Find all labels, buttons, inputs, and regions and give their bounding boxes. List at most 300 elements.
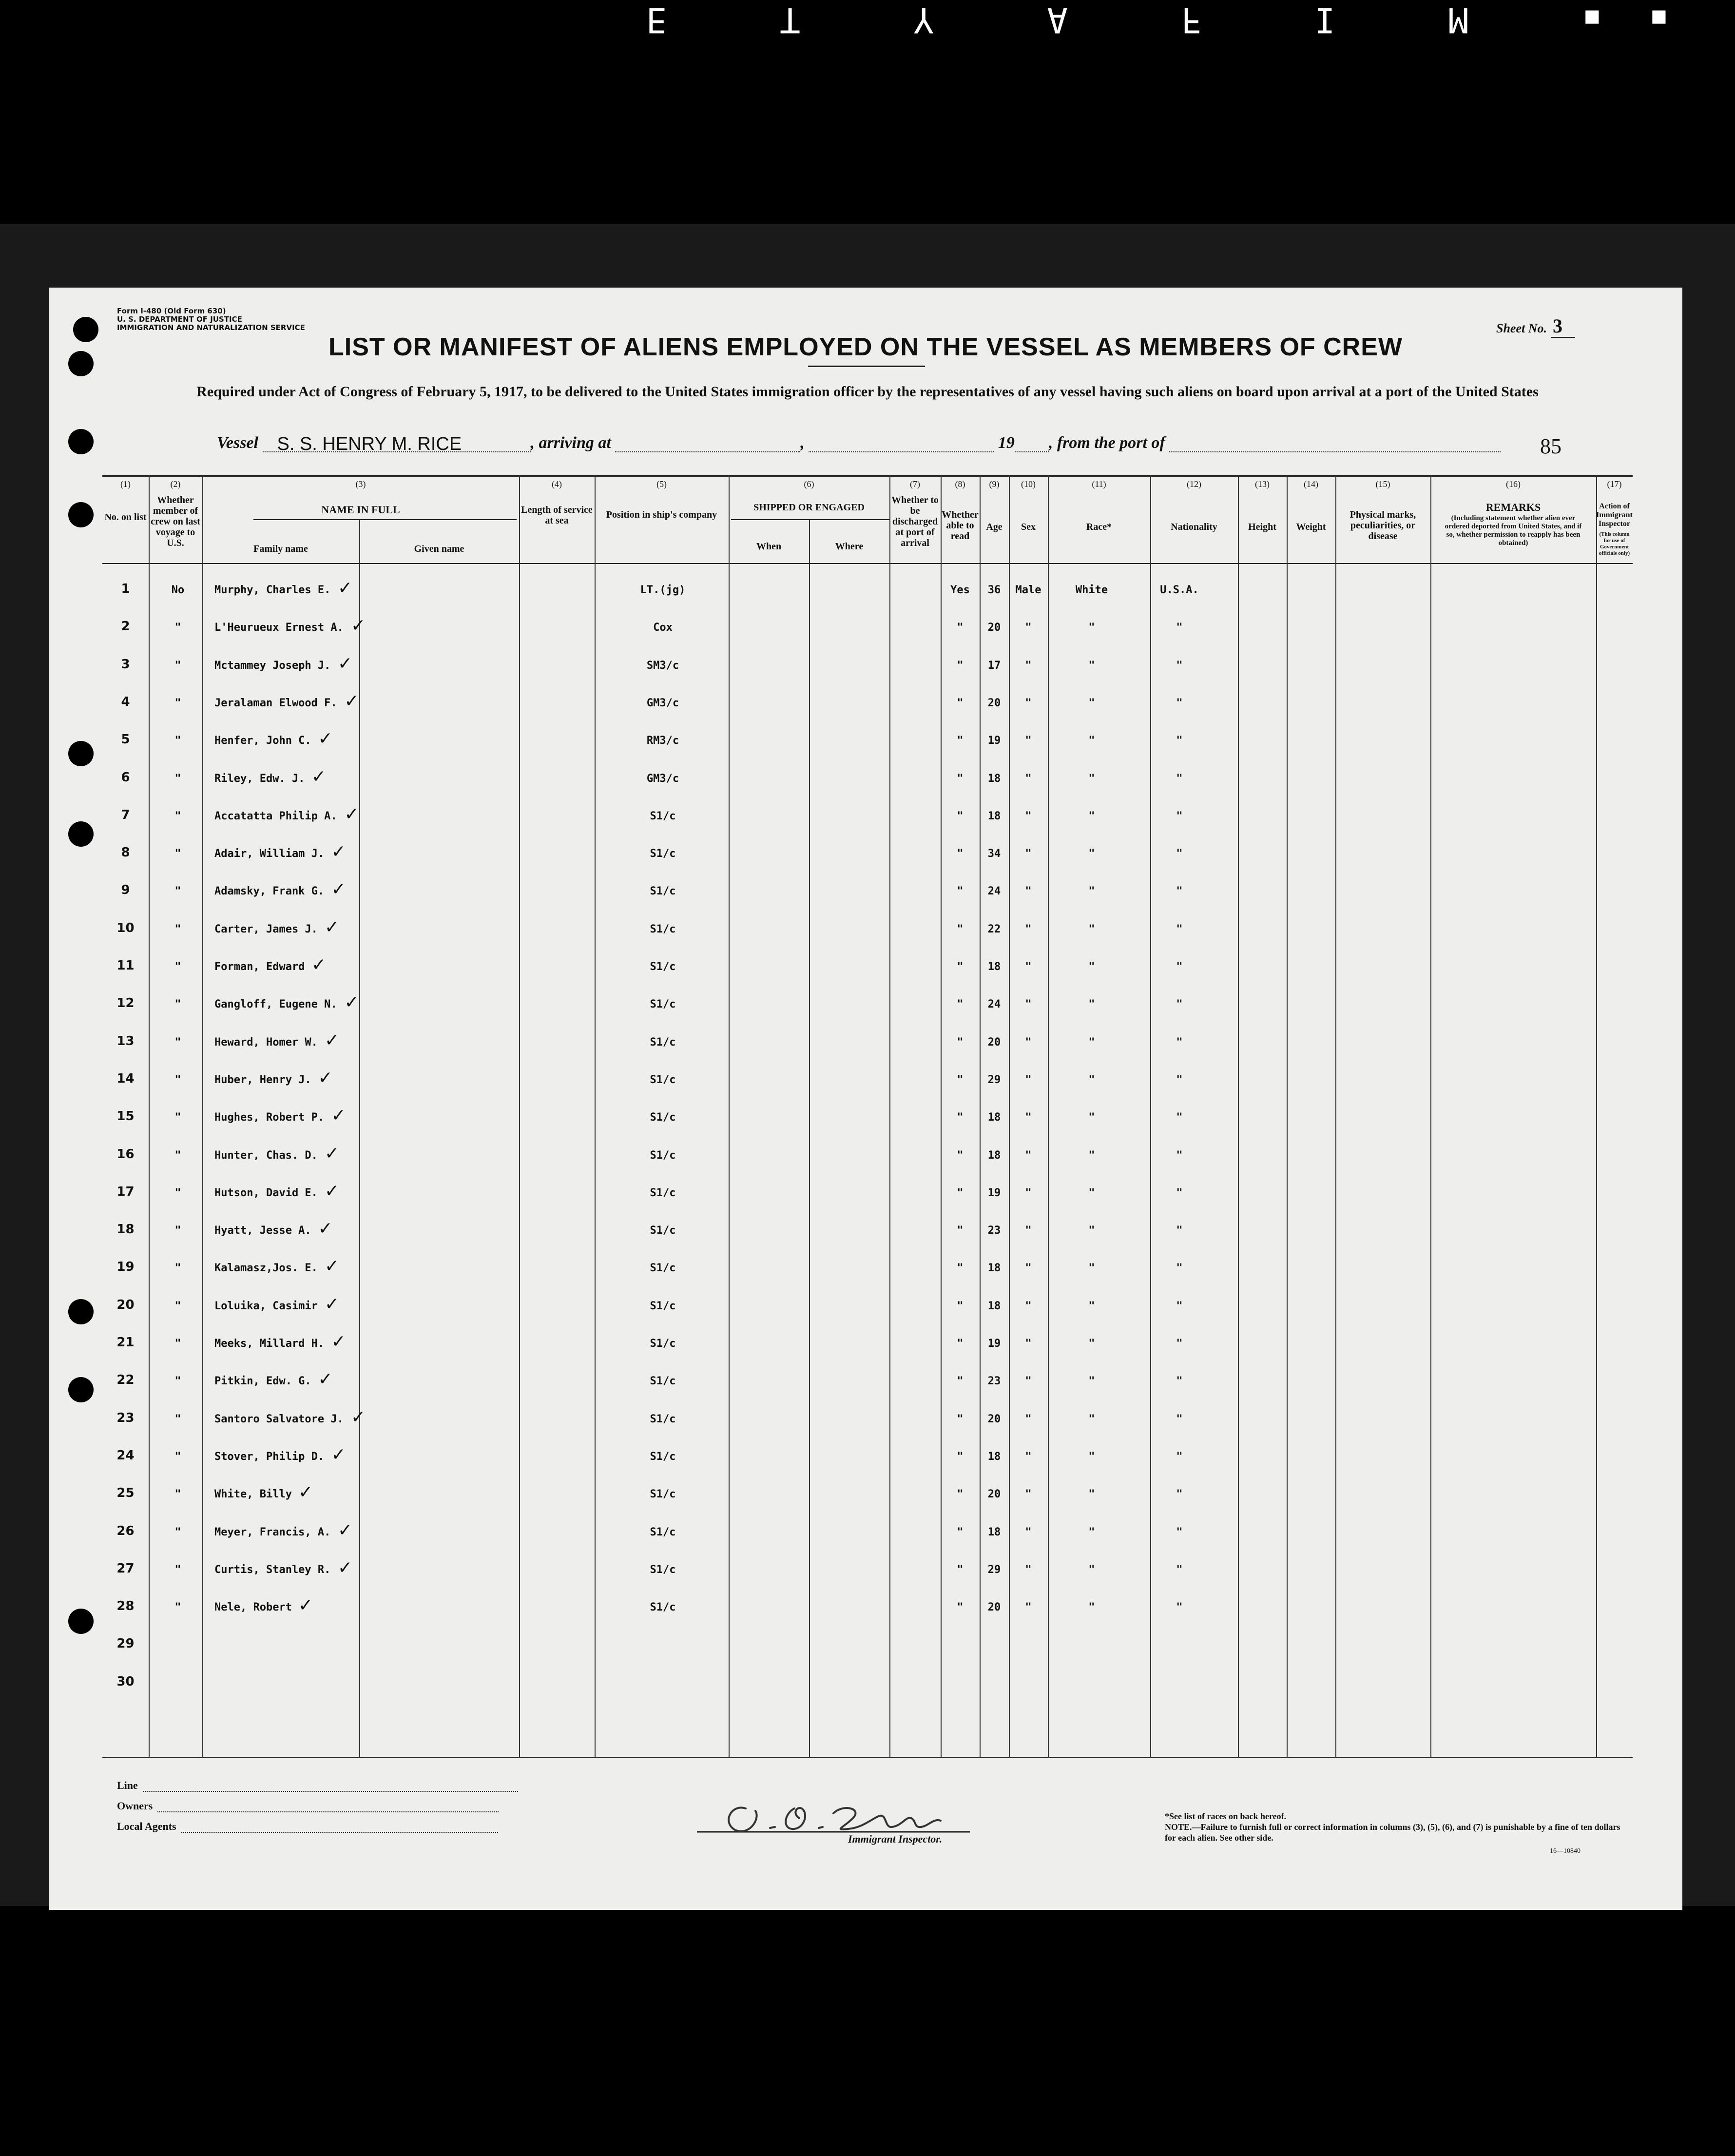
name-cell: Hughes, Robert P.	[214, 1111, 325, 1124]
position-cell: S1/c	[650, 1375, 676, 1388]
nationality-cell: "	[1176, 1262, 1183, 1275]
age-cell: 19	[987, 735, 1001, 747]
sex-cell: "	[1025, 1526, 1032, 1538]
read-cell: "	[957, 1375, 964, 1388]
nationality-cell: "	[1176, 1563, 1183, 1576]
race-cell: "	[1088, 735, 1095, 747]
table-row	[102, 1243, 1633, 1281]
sex-cell: "	[1025, 1111, 1032, 1124]
page-subtitle: Required under Act of Congress of February 5, 1917, to be delivered to the United States immigration officer by the representatives of any vessel having such aliens on board upon arrival at a port of the United States	[196, 384, 1539, 400]
sheet-number: Sheet No. 3	[1496, 314, 1575, 337]
name-cell: Adamsky, Frank G.	[214, 885, 325, 898]
title-underline	[808, 366, 925, 367]
sex-cell: "	[1025, 848, 1032, 860]
race-cell: "	[1088, 1563, 1095, 1576]
member-cell: "	[174, 1300, 181, 1312]
checkmark-icon: ✓	[325, 1294, 340, 1314]
name-cell: Meyer, Francis, A.	[214, 1526, 331, 1538]
position-cell: RM3/c	[646, 735, 679, 747]
age-cell: 17	[987, 659, 1001, 672]
sex-cell: "	[1025, 1488, 1032, 1501]
row-number: 20	[116, 1297, 135, 1312]
position-cell: S1/c	[650, 1073, 676, 1086]
inspector-label: Immigrant Inspector.	[848, 1833, 943, 1845]
age-cell: 18	[987, 961, 1001, 973]
table-row	[102, 754, 1633, 792]
member-cell: "	[174, 659, 181, 672]
race-cell: "	[1088, 1224, 1095, 1237]
age-cell: 22	[987, 923, 1001, 935]
header-no-on-list: No. on list	[104, 512, 147, 523]
footer-fields	[117, 1779, 518, 1841]
read-cell: "	[957, 772, 964, 785]
age-cell: 20	[987, 697, 1001, 709]
row-number: 27	[116, 1561, 135, 1576]
checkmark-icon: ✓	[318, 1219, 333, 1239]
table-row	[102, 792, 1633, 829]
age-cell: 29	[987, 1563, 1001, 1576]
race-cell: White	[1075, 584, 1108, 596]
age-cell: 34	[987, 848, 1001, 860]
nationality-cell: "	[1176, 1413, 1183, 1425]
position-cell: SM3/c	[646, 659, 679, 672]
table-row	[102, 1319, 1633, 1357]
nationality-cell: "	[1176, 961, 1183, 973]
position-cell: S1/c	[650, 1262, 676, 1275]
name-cell: Pitkin, Edw. G.	[214, 1375, 311, 1388]
header-discharged: Whether to be discharged at port of arrival	[891, 495, 939, 548]
position-cell: S1/c	[650, 1111, 676, 1124]
year-field	[1015, 434, 1049, 452]
nationality-cell: "	[1176, 1300, 1183, 1312]
table-row	[102, 1131, 1633, 1168]
nationality-cell: "	[1176, 1224, 1183, 1237]
checkmark-icon: ✓	[331, 1332, 346, 1352]
age-cell: 36	[987, 584, 1001, 596]
read-cell: "	[957, 1338, 964, 1350]
row-number: 13	[116, 1033, 135, 1049]
race-cell: "	[1088, 885, 1095, 898]
checkmark-icon: ✓	[298, 1595, 313, 1616]
header-bottom-rule	[102, 563, 1633, 564]
age-cell: 20	[987, 1601, 1001, 1614]
nationality-cell: "	[1176, 1073, 1183, 1086]
table-row	[102, 1545, 1633, 1583]
checkmark-icon: ✓	[351, 616, 366, 636]
arriving-field	[615, 434, 800, 452]
age-cell: 18	[987, 1149, 1001, 1162]
member-cell: "	[174, 923, 181, 935]
manifest-sheet	[49, 288, 1682, 1910]
row-number: 18	[116, 1222, 135, 1237]
agents-label: Local Agents	[117, 1820, 176, 1832]
read-cell: "	[957, 1262, 964, 1275]
sex-cell: "	[1025, 1073, 1032, 1086]
film-border-bottom	[0, 1906, 1735, 2156]
nationality-cell: "	[1176, 1526, 1183, 1538]
nationality-cell: "	[1176, 1111, 1183, 1124]
age-cell: 18	[987, 1450, 1001, 1463]
sex-cell: "	[1025, 1300, 1032, 1312]
row-number: 10	[116, 920, 135, 935]
sex-cell: "	[1025, 772, 1032, 785]
table-row	[102, 1055, 1633, 1093]
row-number: 8	[121, 845, 130, 860]
table-row	[102, 1018, 1633, 1055]
nationality-cell: "	[1176, 772, 1183, 785]
checkmark-icon: ✓	[325, 1030, 340, 1050]
row-number: 4	[121, 694, 130, 709]
name-cell: Hutson, David E.	[214, 1186, 318, 1199]
department: U. S. DEPARTMENT OF JUSTICE	[117, 315, 242, 324]
sex-cell: "	[1025, 810, 1032, 822]
position-cell: S1/c	[650, 923, 676, 935]
page-number: 85	[1540, 434, 1562, 458]
position-cell: S1/c	[650, 1488, 676, 1501]
position-cell: S1/c	[650, 1149, 676, 1162]
position-cell: S1/c	[650, 1186, 676, 1199]
race-cell: "	[1088, 1262, 1095, 1275]
race-cell: "	[1088, 1375, 1095, 1388]
sex-cell: "	[1025, 1413, 1032, 1425]
race-cell: "	[1088, 1488, 1095, 1501]
sex-cell: "	[1025, 1149, 1032, 1162]
header-given-name: Given name	[414, 544, 464, 554]
checkmark-icon: ✓	[311, 955, 327, 975]
name-cell: White, Billy	[214, 1488, 292, 1501]
age-cell: 18	[987, 1262, 1001, 1275]
checkmark-icon: ✓	[325, 917, 340, 937]
row-number: 28	[116, 1599, 135, 1614]
member-cell: "	[174, 697, 181, 709]
nationality-cell: "	[1176, 735, 1183, 747]
table-row	[102, 565, 1633, 603]
footnotes	[1165, 1811, 1633, 1843]
table-row	[102, 1206, 1633, 1243]
sex-cell: "	[1025, 697, 1032, 709]
sex-cell: "	[1025, 1186, 1032, 1199]
name-cell: Gangloff, Eugene N.	[214, 998, 337, 1011]
position-cell: S1/c	[650, 1300, 676, 1312]
film-border-top	[0, 0, 1735, 229]
position-cell: S1/c	[650, 1036, 676, 1049]
read-cell: "	[957, 848, 964, 860]
race-cell: "	[1088, 923, 1095, 935]
nationality-cell: U.S.A.	[1160, 584, 1199, 596]
table-row	[102, 1395, 1633, 1432]
member-cell: "	[174, 1073, 181, 1086]
position-cell: S1/c	[650, 1601, 676, 1614]
sex-cell: "	[1025, 735, 1032, 747]
table-row	[102, 679, 1633, 716]
member-cell: "	[174, 1450, 181, 1463]
row-number: 12	[116, 996, 135, 1011]
read-cell: "	[957, 697, 964, 709]
checkmark-icon: ✓	[344, 804, 359, 824]
age-cell: 19	[987, 1186, 1001, 1199]
sex-cell: "	[1025, 1262, 1032, 1275]
header-weight: Weight	[1296, 522, 1326, 532]
position-cell: S1/c	[650, 1338, 676, 1350]
vessel-line: Vessel S. S. HENRY M. RICE , arriving at , 19 , from the port of	[217, 434, 1501, 452]
member-cell: "	[174, 1413, 181, 1425]
table-row	[102, 1470, 1633, 1507]
member-cell: "	[174, 1488, 181, 1501]
row-number: 11	[116, 958, 135, 973]
read-cell: "	[957, 1450, 964, 1463]
header-name-in-full: NAME IN FULL	[321, 504, 400, 516]
header-sex: Sex	[1021, 522, 1036, 532]
sex-cell: "	[1025, 1601, 1032, 1614]
table-row	[102, 716, 1633, 754]
member-cell: "	[174, 1111, 181, 1124]
nationality-cell: "	[1176, 1149, 1183, 1162]
read-cell: "	[957, 1413, 964, 1425]
row-number: 29	[116, 1636, 135, 1651]
checkmark-icon: ✓	[338, 1520, 353, 1540]
name-cell: Curtis, Stanley R.	[214, 1563, 331, 1576]
age-cell: 23	[987, 1224, 1001, 1237]
name-cell: Accatatta Philip A.	[214, 810, 337, 822]
row-number: 23	[116, 1410, 135, 1425]
position-cell: S1/c	[650, 885, 676, 898]
checkmark-icon: ✓	[351, 1407, 366, 1427]
name-cell: Adair, William J.	[214, 848, 325, 860]
owners-label: Owners	[117, 1800, 153, 1812]
header-remarks: REMARKS	[1485, 501, 1541, 513]
checkmark-icon: ✓	[311, 766, 327, 787]
position-cell: S1/c	[650, 1413, 676, 1425]
age-cell: 20	[987, 622, 1001, 634]
nationality-cell: "	[1176, 622, 1183, 634]
read-cell: "	[957, 1036, 964, 1049]
punch-hole	[68, 1609, 94, 1634]
sex-cell: "	[1025, 1338, 1032, 1350]
punch-hole	[68, 429, 94, 454]
read-cell: "	[957, 810, 964, 822]
row-number: 7	[121, 807, 130, 822]
race-cell: "	[1088, 1149, 1095, 1162]
name-cell: Henfer, John C.	[214, 735, 311, 747]
punch-hole	[68, 502, 94, 527]
age-cell: 18	[987, 772, 1001, 785]
position-cell: LT.(jg)	[640, 584, 686, 596]
header-member: Whether member of crew on last voyage to U.S.	[151, 495, 200, 548]
checkmark-icon: ✓	[318, 1068, 333, 1088]
checkmark-icon: ✓	[344, 691, 359, 711]
races-note: *See list of races on back hereof.	[1165, 1811, 1287, 1821]
film-frame-marks: E T Y A F I M ▪▪	[646, 0, 1716, 40]
read-cell: "	[957, 622, 964, 634]
header-height: Height	[1248, 522, 1276, 532]
checkmark-icon: ✓	[344, 992, 359, 1013]
header-action: Action of Immigrant Inspector	[1596, 502, 1633, 528]
row-number: 30	[116, 1674, 135, 1689]
read-cell: "	[957, 1526, 964, 1538]
position-cell: S1/c	[650, 998, 676, 1011]
checkmark-icon: ✓	[331, 879, 346, 900]
header-length-service: Length of service at sea	[521, 505, 593, 526]
table-row	[102, 1432, 1633, 1470]
race-cell: "	[1088, 697, 1095, 709]
vessel-name: S. S. HENRY M. RICE	[263, 434, 531, 452]
member-cell: "	[174, 1149, 181, 1162]
row-number: 22	[116, 1373, 135, 1388]
header-nationality: Nationality	[1171, 522, 1217, 532]
race-cell: "	[1088, 1036, 1095, 1049]
race-cell: "	[1088, 810, 1095, 822]
port-field	[1169, 434, 1501, 452]
read-cell: "	[957, 1111, 964, 1124]
sex-cell: "	[1025, 1375, 1032, 1388]
punch-hole	[68, 741, 94, 766]
member-cell: "	[174, 1338, 181, 1350]
name-cell: Loluika, Casimir	[214, 1300, 318, 1312]
name-cell: Jeralaman Elwood F.	[214, 697, 337, 709]
position-cell: S1/c	[650, 961, 676, 973]
race-cell: "	[1088, 622, 1095, 634]
read-cell: "	[957, 1300, 964, 1312]
row-number: 26	[116, 1523, 135, 1538]
sex-cell: "	[1025, 923, 1032, 935]
form-code: 16—10840	[1550, 1847, 1581, 1855]
member-cell: "	[174, 848, 181, 860]
table-row	[102, 1168, 1633, 1206]
age-cell: 18	[987, 810, 1001, 822]
punch-hole	[68, 821, 94, 847]
service: IMMIGRATION AND NATURALIZATION SERVICE	[117, 323, 305, 332]
sex-cell: "	[1025, 961, 1032, 973]
row-number: 2	[121, 619, 130, 634]
race-cell: "	[1088, 1526, 1095, 1538]
race-cell: "	[1088, 1186, 1095, 1199]
row-number: 24	[116, 1448, 135, 1463]
position-cell: S1/c	[650, 1526, 676, 1538]
checkmark-icon: ✓	[338, 653, 353, 674]
table-row	[102, 1357, 1633, 1394]
name-cell: Hyatt, Jesse A.	[214, 1224, 311, 1237]
member-cell: "	[174, 885, 181, 898]
position-cell: S1/c	[650, 810, 676, 822]
age-cell: 20	[987, 1036, 1001, 1049]
sex-cell: Male	[1015, 584, 1041, 596]
position-cell: GM3/c	[646, 697, 679, 709]
checkmark-icon: ✓	[318, 1369, 333, 1390]
row-number: 9	[121, 883, 130, 898]
header-family-name: Family name	[253, 544, 308, 554]
header-when: When	[756, 541, 782, 552]
member-cell: "	[174, 1224, 181, 1237]
age-cell: 20	[987, 1488, 1001, 1501]
name-cell: Nele, Robert	[214, 1601, 292, 1614]
member-cell: No	[171, 584, 185, 596]
read-cell: "	[957, 1186, 964, 1199]
sex-cell: "	[1025, 885, 1032, 898]
read-cell: "	[957, 659, 964, 672]
sex-cell: "	[1025, 1450, 1032, 1463]
penalty-note: NOTE.—Failure to furnish full or correct information in columns (3), (5), (6), and (7) is punishable by a fine of ten dollars for each alien. See other side.	[1165, 1822, 1620, 1843]
name-cell: Huber, Henry J.	[214, 1073, 311, 1086]
member-cell: "	[174, 1563, 181, 1576]
nationality-cell: "	[1176, 1338, 1183, 1350]
member-cell: "	[174, 998, 181, 1011]
row-number: 14	[116, 1071, 135, 1086]
table-row	[102, 1093, 1633, 1130]
nationality-cell: "	[1176, 885, 1183, 898]
race-cell: "	[1088, 1413, 1095, 1425]
checkmark-icon: ✓	[331, 842, 346, 862]
read-cell: "	[957, 1601, 964, 1614]
table-row	[102, 1583, 1633, 1620]
name-cell: L'Heurueux Ernest A.	[214, 622, 344, 634]
name-cell: Forman, Edward	[214, 961, 305, 973]
punch-hole	[68, 1299, 94, 1324]
position-cell: S1/c	[650, 1563, 676, 1576]
row-number: 17	[116, 1184, 135, 1199]
read-cell: "	[957, 961, 964, 973]
member-cell: "	[174, 1262, 181, 1275]
table-row	[102, 1282, 1633, 1319]
sex-cell: "	[1025, 998, 1032, 1011]
age-cell: 18	[987, 1111, 1001, 1124]
member-cell: "	[174, 1526, 181, 1538]
sheet-number-value: 3	[1551, 315, 1575, 338]
row-number: 25	[116, 1486, 135, 1501]
name-cell: Santoro Salvatore J.	[214, 1413, 344, 1425]
name-cell: Mctammey Joseph J.	[214, 659, 331, 672]
read-cell: "	[957, 923, 964, 935]
header-shipped: SHIPPED OR ENGAGED	[753, 502, 865, 513]
nationality-cell: "	[1176, 1601, 1183, 1614]
nationality-cell: "	[1176, 1450, 1183, 1463]
table-row	[102, 1620, 1633, 1658]
table-row	[102, 1508, 1633, 1545]
member-cell: "	[174, 1186, 181, 1199]
race-cell: "	[1088, 1300, 1095, 1312]
member-cell: "	[174, 810, 181, 822]
name-cell: Riley, Edw. J.	[214, 772, 305, 785]
name-cell: Hunter, Chas. D.	[214, 1149, 318, 1162]
line-label: Line	[117, 1779, 138, 1791]
header-able-read: Whether able to read	[942, 509, 979, 542]
read-cell: "	[957, 1563, 964, 1576]
read-cell: "	[957, 998, 964, 1011]
name-cell: Murphy, Charles E.	[214, 584, 331, 596]
form-identifier	[117, 307, 305, 332]
member-cell: "	[174, 1601, 181, 1614]
race-cell: "	[1088, 1111, 1095, 1124]
member-cell: "	[174, 1375, 181, 1388]
age-cell: 18	[987, 1526, 1001, 1538]
member-cell: "	[174, 772, 181, 785]
read-cell: Yes	[950, 584, 970, 596]
row-number: 5	[121, 732, 130, 747]
race-cell: "	[1088, 1601, 1095, 1614]
header-action-note: (This column for use of Government officials only)	[1599, 531, 1630, 556]
race-cell: "	[1088, 1338, 1095, 1350]
checkmark-icon: ✓	[331, 1444, 346, 1465]
checkmark-icon: ✓	[325, 1181, 340, 1201]
nationality-cell: "	[1176, 1488, 1183, 1501]
table-row	[102, 603, 1633, 641]
race-cell: "	[1088, 1450, 1095, 1463]
form-number: Form I-480 (Old Form 630)	[117, 307, 226, 315]
table-row	[102, 942, 1633, 980]
age-cell: 24	[987, 885, 1001, 898]
age-cell: 20	[987, 1413, 1001, 1425]
race-cell: "	[1088, 961, 1095, 973]
nationality-cell: "	[1176, 659, 1183, 672]
